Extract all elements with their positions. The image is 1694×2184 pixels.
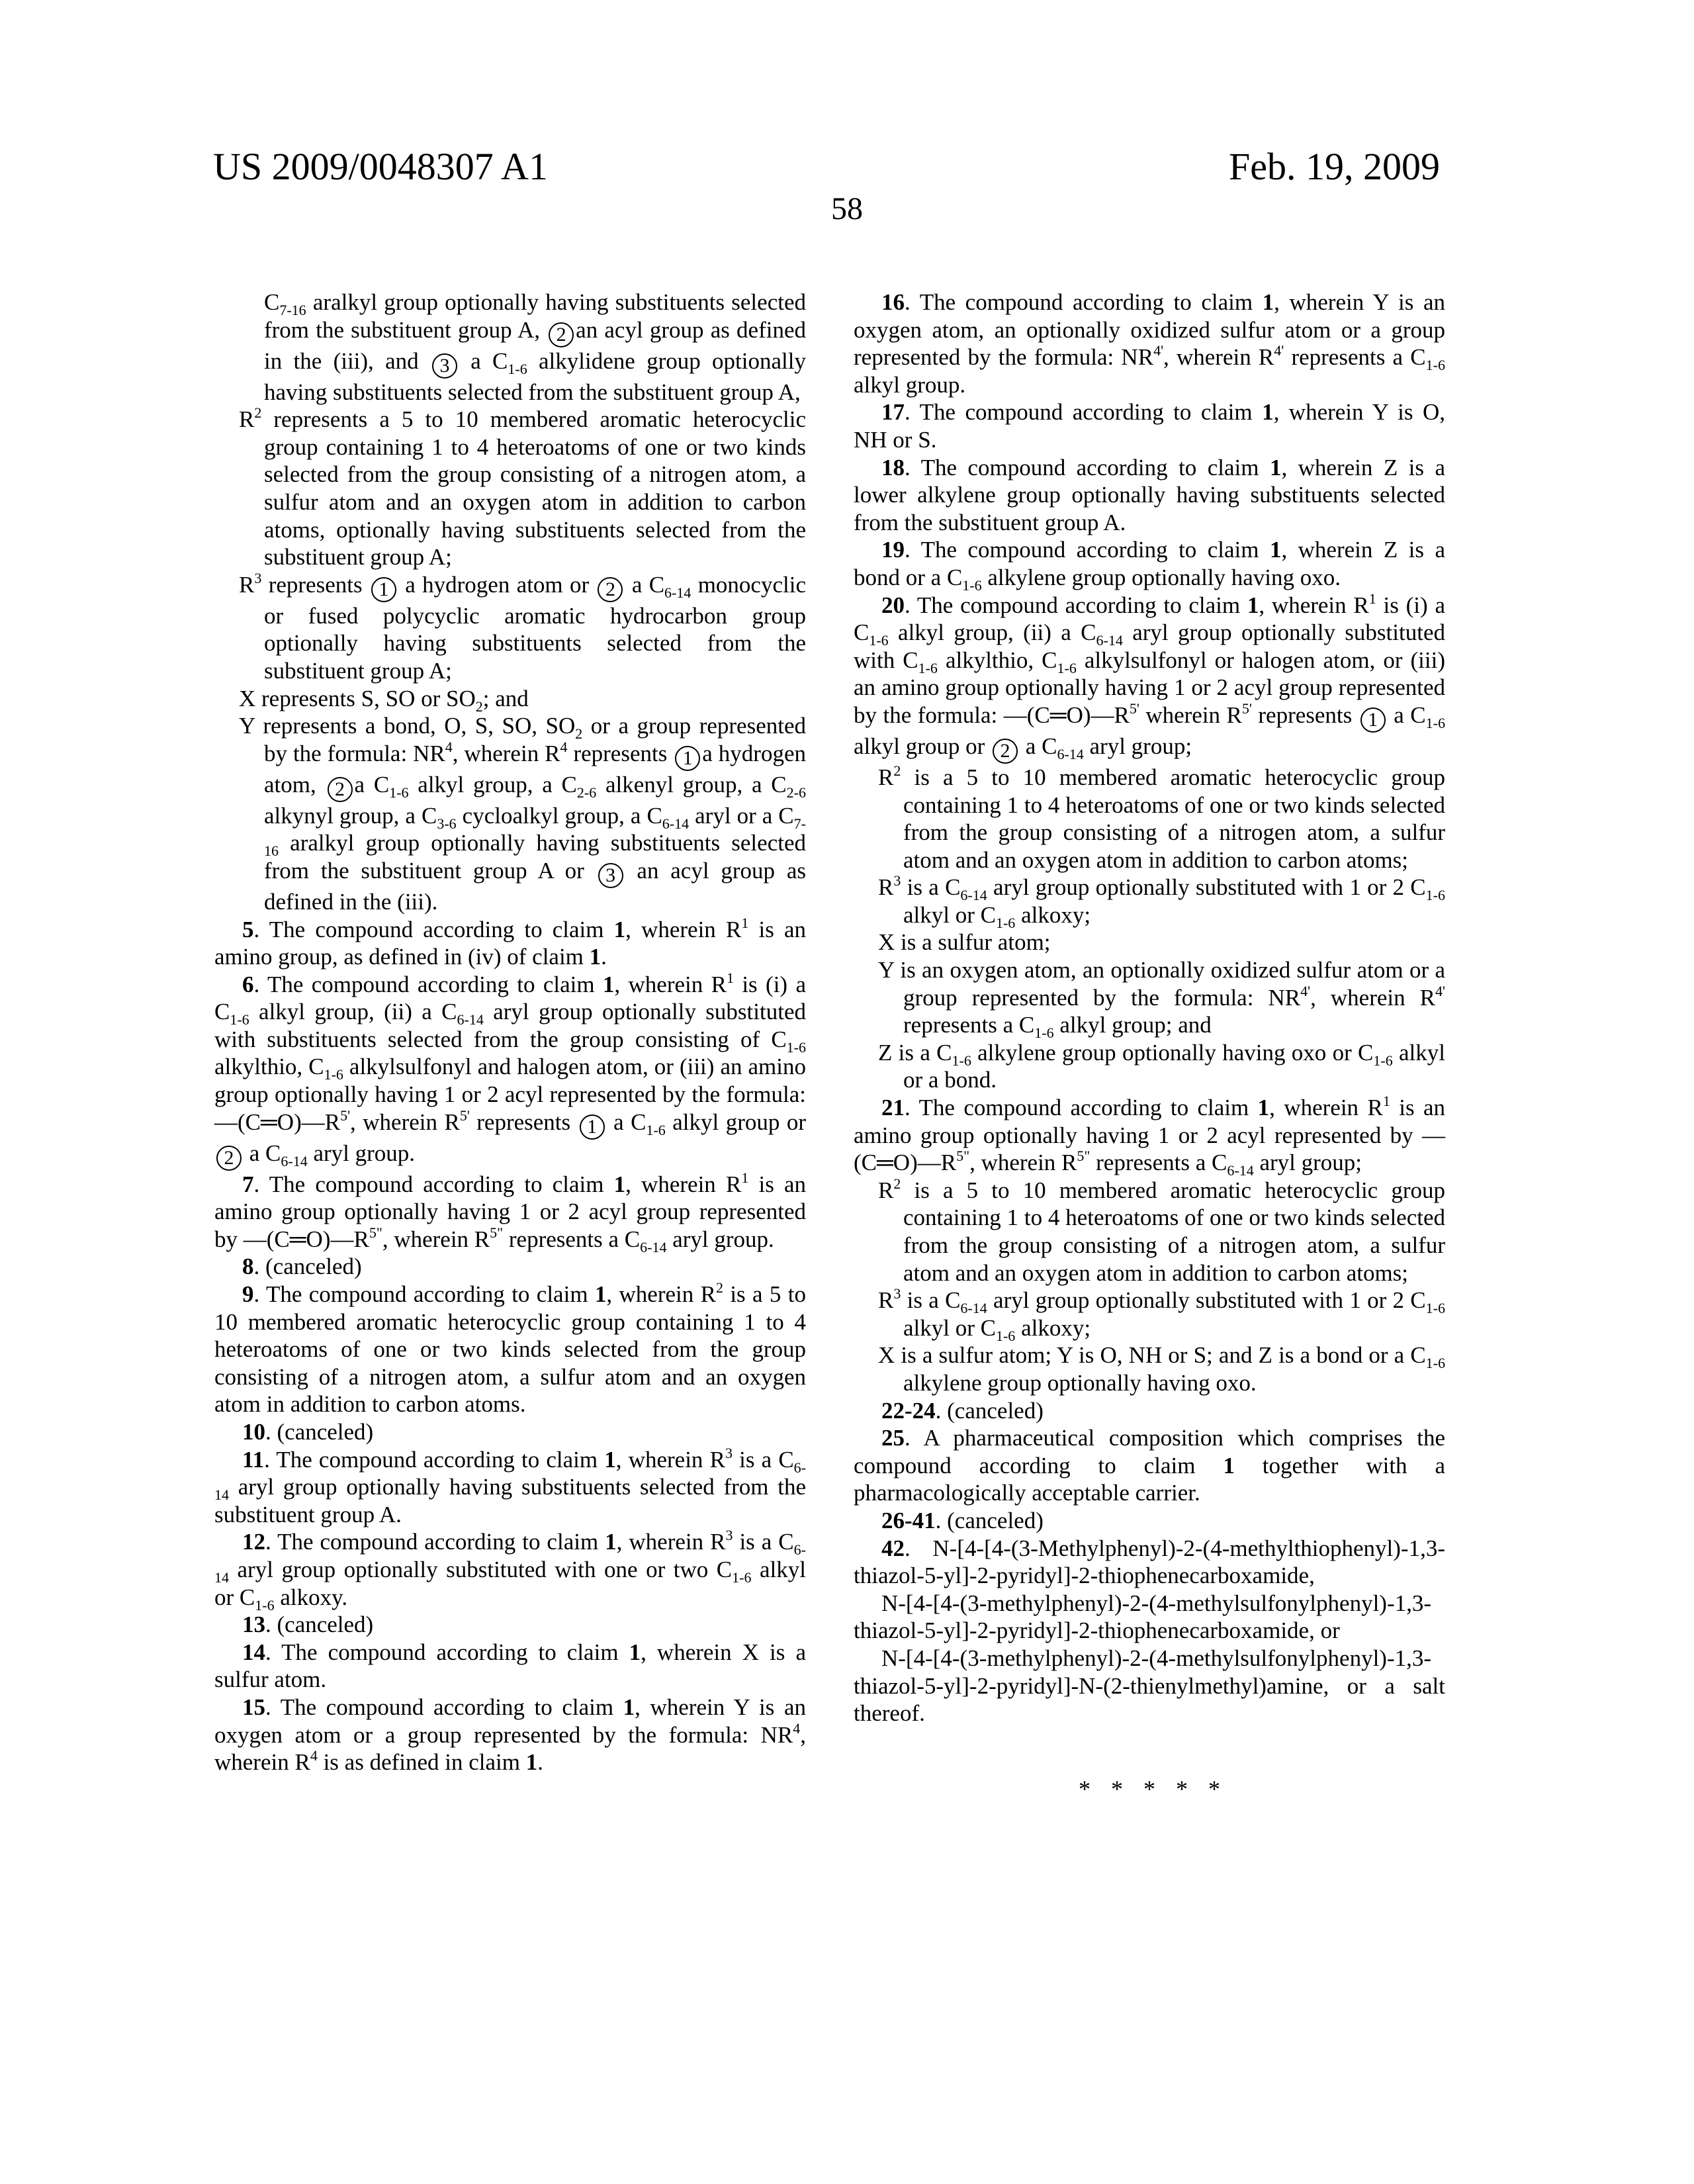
text-run: represents — [568, 741, 674, 766]
text-run: aryl or a C — [689, 803, 794, 829]
claim-element — [214, 406, 806, 571]
text-run: is an amino group optionally having 1 or 2 acyl represented by —(C═O)—R — [854, 1095, 1445, 1175]
text-run: . (canceled) — [265, 1612, 373, 1637]
text-run: represents a C — [1284, 344, 1425, 370]
text-run: R — [878, 874, 893, 900]
text-run: . The compound according to claim — [905, 289, 1263, 315]
text-run: R — [878, 764, 893, 790]
text-run: aryl group optionally having substituents selected from the substituent group A. — [214, 1474, 806, 1527]
superscript: 4' — [1435, 983, 1445, 999]
text-run: , wherein R — [350, 1109, 460, 1135]
text-run: . The compound according to claim — [905, 592, 1247, 618]
subscript: 6-14 — [640, 1239, 666, 1255]
text-run: represents — [470, 1109, 578, 1135]
subscript: 1-6 — [1426, 1300, 1445, 1316]
text-run: . The compound according to claim — [905, 399, 1262, 425]
subscript: 1-6 — [918, 660, 938, 676]
superscript: 4' — [1153, 342, 1163, 359]
text-run: . The compound according to claim — [254, 1281, 595, 1307]
claim-number: 13 — [242, 1612, 265, 1637]
text-run: a C — [244, 1140, 281, 1166]
text-run: , wherein R — [625, 1171, 741, 1197]
claim-number: 21 — [881, 1095, 905, 1120]
subscript: 2 — [476, 698, 483, 715]
subscript: 2-6 — [787, 784, 806, 801]
text-run: a C — [1388, 702, 1426, 728]
superscript: 4 — [445, 739, 453, 755]
subscript: 1-6 — [996, 1328, 1015, 1344]
claim-number: 1 — [604, 1447, 616, 1473]
text-run: . The compound according to claim — [254, 972, 603, 997]
text-run: . — [537, 1749, 543, 1775]
text-run: . The compound according to claim — [905, 1095, 1258, 1120]
text-run: aryl group. — [308, 1140, 415, 1166]
claim-paragraph — [854, 454, 1445, 537]
superscript: 5" — [490, 1224, 503, 1241]
circled-number: 2 — [549, 322, 574, 347]
claim-paragraph — [214, 1171, 806, 1253]
text-run: Y represents a bond, O, S, SO, SO — [239, 713, 575, 739]
text-run: an acyl group as defined in the (iii), and — [264, 317, 806, 374]
superscript: 4' — [1300, 983, 1310, 999]
subscript: 1-6 — [787, 1039, 806, 1056]
claim-element — [854, 874, 1445, 929]
text-run: aryl group optionally substituted with 1 or 2 C — [987, 874, 1426, 900]
text-run: . The compound according to claim — [905, 537, 1270, 563]
claim-element — [214, 289, 806, 406]
circled-number: 2 — [598, 577, 623, 602]
text-run: , wherein R — [625, 917, 741, 942]
subscript: 6-14 — [214, 1459, 806, 1504]
claim-paragraph — [854, 592, 1445, 764]
text-run: is a 5 to 10 membered aromatic heterocyclic group containing 1 to 4 heteroatoms of one or two kinds selected from the group consisting of a nitrogen atom, a sulfur atom and an oxygen atom in addition to carbon atoms; — [901, 1177, 1445, 1286]
text-run: . (canceled) — [254, 1253, 362, 1279]
text-run: , wherein R — [616, 1447, 725, 1473]
text-run: represents — [261, 572, 369, 598]
text-run: , wherein R — [617, 1529, 726, 1555]
subscript: 1-6 — [508, 361, 527, 377]
superscript: 3 — [725, 1445, 733, 1461]
claim-paragraph — [854, 398, 1445, 453]
text-run: alkyl or C — [214, 1557, 806, 1610]
text-run: alkylthio, C — [214, 1054, 324, 1079]
claim-number: 1 — [1247, 592, 1259, 618]
circled-number: 2 — [993, 739, 1018, 764]
claim-number: 1 — [603, 972, 615, 997]
text-run: C — [264, 289, 279, 315]
superscript: 3 — [254, 570, 261, 586]
subscript: 1-6 — [952, 1052, 971, 1069]
claim-paragraph — [214, 1418, 806, 1446]
text-run: . (canceled) — [265, 1419, 373, 1445]
text-run: alkylene group optionally having oxo. — [982, 565, 1341, 590]
text-run: , wherein R — [969, 1150, 1077, 1175]
text-run: is as defined in claim — [318, 1749, 526, 1775]
claim-paragraph — [854, 1507, 1445, 1535]
text-run: aryl group optionally substituted with substituents selected from the group consisting of C — [214, 999, 806, 1052]
superscript: 5' — [340, 1107, 350, 1124]
text-run: a C — [459, 348, 508, 374]
claim-number: 25 — [881, 1425, 905, 1451]
subscript: 6-14 — [960, 1300, 987, 1316]
text-run: represents a C — [903, 1012, 1034, 1038]
text-run: aryl group; — [1254, 1150, 1362, 1175]
claim-paragraph — [214, 916, 806, 971]
claim-number: 22-24 — [881, 1398, 936, 1424]
page-number: 58 — [0, 191, 1694, 227]
text-run: . The compound according to claim — [265, 1529, 605, 1555]
text-run: , wherein Y is an oxygen atom or a group represented by the formula: NR — [214, 1694, 806, 1748]
publication-date: Feb. 19, 2009 — [1229, 147, 1440, 187]
superscript: 1 — [741, 1169, 748, 1186]
text-run: . A pharmaceutical composition which comprises the compound according to claim — [854, 1425, 1445, 1479]
text-run: aryl group optionally substituted with C — [854, 619, 1445, 673]
claim-paragraph — [854, 1645, 1445, 1727]
superscript: 1 — [1369, 590, 1376, 607]
claim-element — [854, 956, 1445, 1039]
text-run: represents a C — [503, 1226, 640, 1252]
subscript: 1-6 — [962, 577, 981, 594]
text-run: alkyl group or — [666, 1109, 806, 1135]
text-run: is (i) a C — [854, 592, 1445, 646]
claim-element — [854, 1039, 1445, 1094]
claim-paragraph — [854, 289, 1445, 398]
text-run: , wherein Y is an oxygen atom, an optionally oxidized sulfur atom or a group represented by the formula: NR — [854, 289, 1445, 370]
text-run: alkyl group or — [854, 733, 991, 759]
claim-number: 1 — [595, 1281, 607, 1307]
claim-number: 7 — [242, 1171, 254, 1197]
text-run: , wherein X is a sulfur atom. — [214, 1639, 806, 1693]
claim-number: 1 — [614, 917, 626, 942]
text-run: an acyl group as defined in the (iii). — [264, 858, 806, 915]
text-run: a C — [1020, 733, 1057, 759]
text-run: . The compound according to claim — [254, 1171, 614, 1197]
claim-number: 1 — [605, 1529, 617, 1555]
text-run: . (canceled) — [936, 1508, 1044, 1533]
text-run: aralkyl group optionally having substituents selected from the substituent group A, — [264, 289, 806, 343]
text-run: , wherein R — [453, 741, 560, 766]
text-run: X represents S, SO or SO — [239, 686, 476, 711]
text-run: is a 5 to 10 membered aromatic heterocyclic group containing 1 to 4 heteroatoms of one or two kinds selected from the group consisting of a nitrogen atom, a sulfur atom and an oxygen atom in addition to carbon atoms; — [901, 764, 1445, 873]
text-run: is an amino group, as defined in (iv) of claim — [214, 917, 806, 970]
text-run: N-[4-[4-(3-methylphenyl)-2-(4-methylsulfonylphenyl)-1,3-thiazol-5-yl]-2-pyridyl]-2-thiophenecarboxamide, or — [854, 1590, 1431, 1644]
text-run: aryl group. — [666, 1226, 774, 1252]
text-run: . (canceled) — [936, 1398, 1044, 1424]
subscript: 6-14 — [457, 1011, 484, 1028]
claim-number: 1 — [623, 1694, 635, 1720]
subscript: 1-6 — [732, 1569, 751, 1586]
circled-number: 3 — [432, 353, 457, 379]
claim-number: 20 — [881, 592, 905, 618]
subscript: 7-16 — [279, 302, 306, 318]
claim-paragraph — [854, 536, 1445, 591]
claim-paragraph — [854, 1424, 1445, 1507]
text-run: , wherein R — [214, 1722, 806, 1776]
claim-number: 19 — [881, 537, 905, 563]
subscript: 1-6 — [1034, 1024, 1053, 1041]
subscript: 6-14 — [1096, 632, 1123, 649]
claim-paragraph — [214, 1639, 806, 1694]
text-run: is an amino group optionally having 1 or 2 acyl group represented by —(C═O)—R — [214, 1171, 806, 1252]
text-run: , wherein Y is O, NH or S. — [854, 399, 1445, 453]
subscript: 1-6 — [1057, 660, 1077, 676]
text-run: is a C — [901, 1287, 960, 1313]
text-run: . N-[4-[4-(3-Methylphenyl)-2-(4-methylthiophenyl)-1,3-thiazol-5-yl]-2-pyridyl]-2-thiophenecarboxamide, — [854, 1535, 1445, 1589]
claim-number: 11 — [242, 1447, 264, 1473]
superscript: 4 — [560, 739, 568, 755]
subscript: 2-6 — [577, 784, 596, 801]
subscript: 2 — [575, 725, 582, 742]
subscript: 1-6 — [255, 1597, 274, 1614]
superscript: 3 — [725, 1527, 733, 1543]
text-run: R — [878, 1287, 893, 1313]
circled-number: 1 — [580, 1115, 605, 1140]
subscript: 6-14 — [662, 815, 689, 832]
text-run: monocyclic or fused polycyclic aromatic hydrocarbon group optionally having substituents selected from the substituent group A; — [264, 572, 806, 684]
subscript: 3-6 — [437, 815, 456, 832]
text-run: . The compound according to claim — [265, 1694, 623, 1720]
text-run: represents a C — [1090, 1150, 1227, 1175]
superscript: 2 — [254, 404, 261, 421]
claim-number: 1 — [1262, 399, 1274, 425]
text-run: represents — [1252, 702, 1359, 728]
subscript: 1-6 — [324, 1066, 343, 1083]
superscript: 1 — [741, 915, 748, 931]
end-of-document-marker: * * * * * — [854, 1775, 1445, 1803]
claim-number: 1 — [614, 1171, 626, 1197]
text-run: aryl group optionally substituted with one or two C — [229, 1557, 732, 1582]
claim-number: 1 — [1270, 455, 1282, 480]
superscript: 4 — [310, 1747, 318, 1764]
text-run: . The compound according to claim — [265, 1639, 629, 1665]
superscript: 5" — [1077, 1148, 1090, 1164]
text-run: aralkyl group optionally having substituents selected from the substituent group A or — [264, 830, 806, 884]
text-run: , wherein R — [1269, 1095, 1383, 1120]
claim-number: 8 — [242, 1253, 254, 1279]
subscript: 1-6 — [230, 1011, 249, 1028]
superscript: 5' — [1130, 700, 1139, 717]
text-run: alkylthio, C — [938, 647, 1057, 673]
text-run: alkylidene group optionally having substituents selected from the substituent group A, — [264, 348, 806, 405]
text-run: alkyl or C — [903, 902, 996, 928]
subscript: 1-6 — [1426, 715, 1445, 731]
text-run: together with a pharmacologically acceptable carrier. — [854, 1453, 1445, 1506]
subscript: 6-14 — [664, 584, 691, 601]
claim-element — [854, 1342, 1445, 1396]
superscript: 4' — [1274, 342, 1284, 359]
subscript: 1-6 — [646, 1122, 665, 1138]
subscript: 6-14 — [281, 1153, 307, 1169]
text-run: alkyl group. — [854, 372, 965, 398]
claim-number: 1 — [1263, 289, 1274, 315]
claim-number: 1 — [590, 944, 602, 970]
claim-paragraph — [214, 1528, 806, 1611]
text-run: alkyl or C — [903, 1315, 996, 1341]
superscript: 3 — [893, 872, 901, 889]
claim-element — [854, 929, 1445, 956]
text-run: is a C — [733, 1529, 793, 1555]
circled-number: 1 — [1360, 707, 1386, 733]
claim-paragraph — [214, 1446, 806, 1529]
superscript: 2 — [716, 1279, 723, 1296]
text-run: cycloalkyl group, a C — [457, 803, 662, 829]
claim-element — [214, 685, 806, 713]
claim-number: 1 — [1223, 1453, 1235, 1479]
text-run: , wherein Z is a bond or a C — [854, 537, 1445, 590]
claim-number: 15 — [242, 1694, 265, 1720]
claim-number: 1 — [1258, 1095, 1270, 1120]
text-run: aryl group; — [1084, 733, 1192, 759]
superscript: 3 — [893, 1285, 901, 1302]
text-run: , wherein R — [1310, 985, 1435, 1011]
claim-number: 1 — [526, 1749, 538, 1775]
claim-number: 14 — [242, 1639, 265, 1665]
text-run: alkylene group optionally having oxo or C — [971, 1040, 1374, 1066]
text-run: a C — [607, 1109, 646, 1135]
text-run: Y is an oxygen atom, an optionally oxidized sulfur atom or a group represented by the formula: NR — [878, 957, 1445, 1011]
text-run: . The compound according to claim — [264, 1447, 604, 1473]
text-run: alkoxy. — [275, 1584, 348, 1610]
claim-number: 1 — [1270, 537, 1282, 563]
text-run: R — [878, 1177, 893, 1203]
text-run: , wherein Z is a lower alkylene group optionally having substituents selected from the substituent group A. — [854, 455, 1445, 535]
text-run: or a group represented by the formula: NR — [264, 713, 806, 766]
subscript: 1-6 — [389, 784, 408, 801]
text-run: . — [601, 944, 607, 970]
claim-number: 5 — [242, 917, 254, 942]
superscript: 5" — [369, 1224, 382, 1241]
claim-element — [214, 571, 806, 685]
claim-paragraph — [214, 1281, 806, 1418]
circled-number: 1 — [371, 577, 396, 602]
superscript: 4 — [793, 1720, 800, 1737]
subscript: 1-6 — [1426, 357, 1445, 373]
subscript: 1-6 — [1426, 887, 1445, 903]
claim-number: 17 — [881, 399, 905, 425]
text-run: , wherein R — [614, 972, 727, 997]
circled-number: 2 — [216, 1146, 242, 1171]
text-run: X is a sulfur atom; — [878, 929, 1051, 955]
text-run: . The compound according to claim — [905, 455, 1270, 480]
claim-paragraph — [854, 1535, 1445, 1590]
claim-number: 42 — [881, 1535, 905, 1561]
left-column — [214, 289, 806, 1776]
text-run: alkynyl group, a C — [264, 803, 437, 829]
superscript: 2 — [893, 762, 901, 779]
claim-element — [854, 1287, 1445, 1342]
text-run: is a C — [733, 1447, 794, 1473]
circled-number: 2 — [328, 777, 353, 802]
right-column — [854, 289, 1445, 1727]
text-run: a hydrogen atom or — [398, 572, 596, 598]
subscript: 1-6 — [869, 632, 888, 649]
claim-paragraph — [214, 971, 806, 1171]
claim-number: 18 — [881, 455, 905, 480]
text-run: alkyl group, a C — [409, 772, 577, 797]
claim-element — [854, 1177, 1445, 1287]
claim-element — [214, 712, 806, 915]
superscript: 1 — [1383, 1093, 1390, 1109]
text-run: alkenyl group, a C — [596, 772, 786, 797]
circled-number: 1 — [675, 746, 700, 771]
claim-number: 1 — [629, 1639, 641, 1665]
subscript: 1-6 — [1426, 1355, 1445, 1371]
text-run: ; and — [483, 686, 529, 711]
text-run: alkylsulfonyl and halogen atom, or (iii) an amino group optionally having 1 or 2 acyl represented by the formula: —(C═O)—R — [214, 1054, 806, 1134]
claim-number: 12 — [242, 1529, 265, 1555]
text-run: , wherein R — [382, 1226, 490, 1252]
text-run: , wherein R — [1259, 592, 1368, 618]
claim-number: 26-41 — [881, 1508, 936, 1533]
publication-number: US 2009/0048307 A1 — [213, 147, 548, 187]
subscript: 1-6 — [996, 915, 1015, 931]
text-run: is a C — [901, 874, 960, 900]
text-run: aryl group optionally substituted with 1 or 2 C — [987, 1287, 1426, 1313]
superscript: 5' — [460, 1107, 470, 1124]
circled-number: 3 — [598, 863, 623, 888]
text-run: , wherein R — [1163, 344, 1274, 370]
superscript: 1 — [727, 970, 734, 986]
claim-number: 10 — [242, 1419, 265, 1445]
text-run: alkoxy; — [1015, 1315, 1091, 1341]
text-run: a C — [625, 572, 664, 598]
text-run: wherein R — [1139, 702, 1242, 728]
text-run: is a 5 to 10 membered aromatic heterocyclic group containing 1 to 4 heteroatoms of one or two kinds selected from the group consisting of a nitrogen atom, a sulfur atom and an oxygen atom in addition to carbon atoms. — [214, 1281, 806, 1417]
subscript: 6-14 — [960, 887, 987, 903]
subscript: 6-14 — [1227, 1162, 1253, 1179]
claim-paragraph — [854, 1397, 1445, 1425]
text-run: alkyl or a bond. — [903, 1040, 1445, 1093]
claim-paragraph — [214, 1253, 806, 1281]
claim-paragraph — [214, 1611, 806, 1639]
claim-element — [854, 764, 1445, 874]
text-run: a hydrogen atom, — [264, 741, 806, 797]
subscript: 7-16 — [264, 815, 806, 860]
superscript: 5" — [956, 1148, 969, 1164]
text-run: R — [239, 572, 254, 598]
claim-number: 9 — [242, 1281, 254, 1307]
text-run: alkyl group, (ii) a C — [249, 999, 457, 1024]
text-run: . The compound according to claim — [254, 917, 614, 942]
subscript: 6-14 — [1057, 746, 1083, 762]
text-run: , wherein R — [606, 1281, 716, 1307]
claim-number: 16 — [881, 289, 905, 315]
subscript: 1-6 — [1373, 1052, 1392, 1069]
text-run: alkoxy; — [1015, 902, 1091, 928]
superscript: 2 — [893, 1175, 901, 1192]
claim-number: 6 — [242, 972, 254, 997]
claim-paragraph — [214, 1694, 806, 1776]
superscript: 5' — [1242, 700, 1252, 717]
text-run: a C — [355, 772, 390, 797]
claim-paragraph — [854, 1094, 1445, 1177]
text-run: R — [239, 406, 254, 432]
subscript: 6-14 — [214, 1541, 806, 1586]
text-run: alkylsulfonyl or halogen atom, or (iii) an amino group optionally having 1 or 2 acyl group represented by the formula: —(C═O)—R — [854, 647, 1445, 728]
text-run: represents a 5 to 10 membered aromatic heterocyclic group containing 1 to 4 heteroatoms of one or two kinds selected from the group consisting of a nitrogen atom, a sulfur atom and an oxygen atom in addition to carbon atoms, optionally having substituents selected from the substituent group A; — [261, 406, 806, 570]
text-run: Z is a C — [878, 1040, 952, 1066]
text-run: alkyl group, (ii) a C — [889, 619, 1096, 645]
text-run: alkyl group; and — [1054, 1012, 1212, 1038]
text-run: alkylene group optionally having oxo. — [903, 1370, 1257, 1396]
text-run: is (i) a C — [214, 972, 806, 1025]
text-run: N-[4-[4-(3-methylphenyl)-2-(4-methylsulfonylphenyl)-1,3-thiazol-5-yl]-2-pyridyl]-N-(2-thienylmethyl)amine, or a salt thereof. — [854, 1645, 1445, 1726]
claim-paragraph — [854, 1590, 1445, 1645]
text-run: X is a sulfur atom; Y is O, NH or S; and Z is a bond or a C — [878, 1342, 1426, 1368]
